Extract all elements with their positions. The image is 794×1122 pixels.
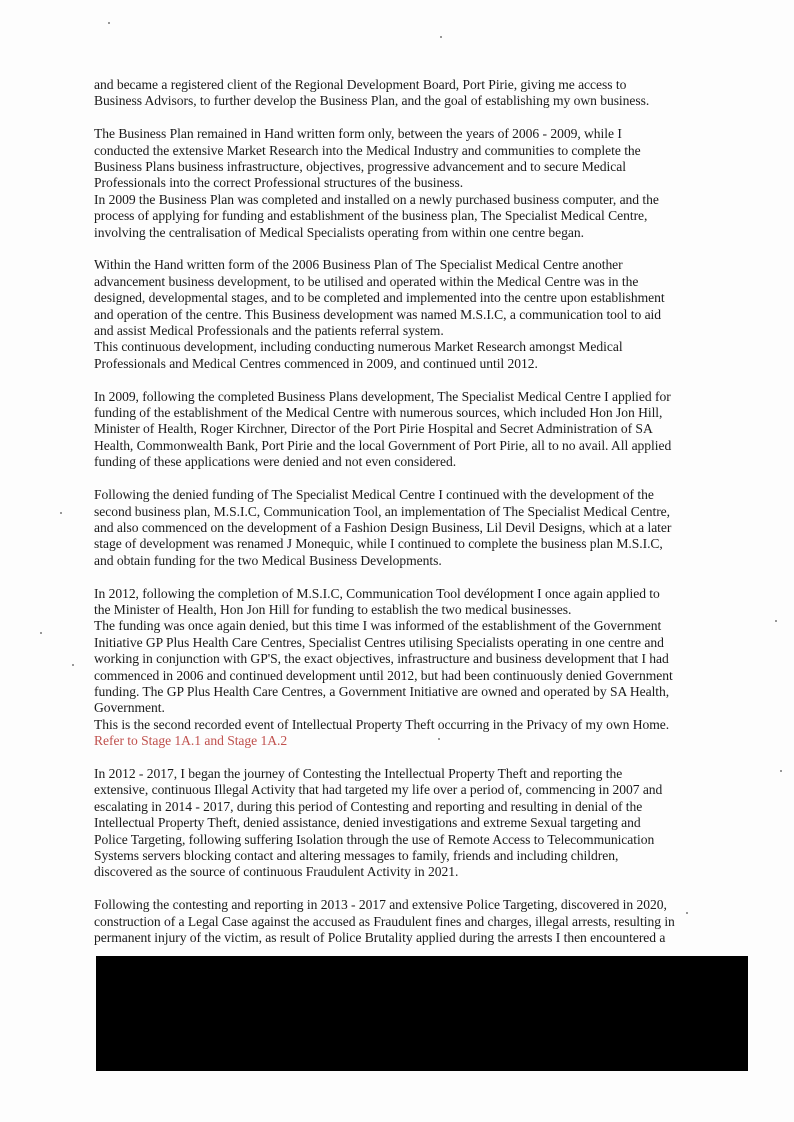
text-line: and also commenced on the development of a Fashion Design Business, Lil Devil Designs, which at a later xyxy=(94,519,672,535)
paragraph-4 xyxy=(94,389,734,471)
text-line: In 2009, following the completed Business Plans development, The Specialist Medical Centre I applied for xyxy=(94,388,671,404)
scan-speck xyxy=(686,912,688,914)
text-line: commenced in 2006 and continued development until 2012, but had been continuously denied Government xyxy=(94,667,673,683)
text-line: In 2009 the Business Plan was completed and installed on a newly purchased business computer, and the xyxy=(94,191,659,207)
paragraph-6 xyxy=(94,586,734,750)
text-line: construction of a Legal Case against the accused as Fraudulent fines and charges, illegal arrests, resulting in xyxy=(94,913,675,929)
text-line: In 2012 - 2017, I began the journey of Contesting the Intellectual Property Theft and reporting the xyxy=(94,765,623,781)
text-line: Business Advisors, to further develop the Business Plan, and the goal of establishing my own business. xyxy=(94,93,650,109)
paragraph-7 xyxy=(94,766,734,881)
text-line: process of applying for funding and establishment of the business plan, The Specialist Medical Centre, xyxy=(94,208,648,224)
text-line: and assist Medical Professionals and the patients referral system. xyxy=(94,323,444,339)
text-line: Professionals into the correct Professional structures of the business. xyxy=(94,175,464,191)
text-line: and operation of the centre. This Business development was named M.S.I.C, a communication tool to aid xyxy=(94,306,662,322)
text-line: Following the contesting and reporting in 2013 - 2017 and extensive Police Targeting, discovered in 2020, xyxy=(94,897,667,913)
scan-speck xyxy=(108,22,110,24)
paragraph-3 xyxy=(94,257,734,372)
document-body xyxy=(94,77,734,963)
text-line: funding. The GP Plus Health Care Centres, a Government Initiative are owned and operated by SA Health, xyxy=(94,683,670,699)
redaction-block xyxy=(96,956,748,1071)
text-line: This is the second recorded event of Intellectual Property Theft occurring in the Privacy of my own Home. xyxy=(94,716,670,732)
text-line: Systems servers blocking contact and altering messages to family, friends and including children, xyxy=(94,848,619,863)
paragraph-5 xyxy=(94,487,734,569)
text-line: Professionals and Medical Centres commenced in 2009, and continued until 2012. xyxy=(94,355,538,371)
text-line: and obtain funding for the two Medical Business Developments. xyxy=(94,552,442,568)
text-line: Minister of Health, Roger Kirchner, Director of the Port Pirie Hospital and Secret Administration of SA xyxy=(94,421,653,437)
text-line: conducted the extensive Market Research into the Medical Industry and communities to complete the xyxy=(94,142,641,158)
text-line: Health, Commonwealth Bank, Port Pirie and the local Government of Port Pirie, all to no avail. All applied xyxy=(94,437,672,453)
text-line: and became a registered client of the Regional Development Board, Port Pirie, giving me access to xyxy=(94,77,627,92)
text-line: Police Targeting, following suffering Isolation through the use of Remote Access to Telecommunication xyxy=(94,831,655,847)
text-line: second business plan, M.S.I.C, Communication Tool, an implementation of The Specialist Medical Centre, xyxy=(94,503,671,519)
text-line: extensive, continuous Illegal Activity that had targeted my life over a period of, commencing in 2007 and xyxy=(94,782,663,798)
scan-speck xyxy=(40,632,42,634)
text-line: funding of the establishment of the Medical Centre with numerous sources, which included Hon Jon Hill, xyxy=(94,405,663,421)
stage-reference-note: Refer to Stage 1A.1 and Stage 1A.2 xyxy=(94,733,288,749)
text-line: working in conjunction with GP'S, the exact objectives, infrastructure and business development that I had xyxy=(94,651,669,667)
text-line: Initiative GP Plus Health Care Centres, Specialist Centres utilising Specialists operating in one centre and xyxy=(94,634,664,650)
scan-speck xyxy=(780,770,782,772)
scan-speck xyxy=(72,664,74,666)
text-line: Within the Hand written form of the 2006 Business Plan of The Specialist Medical Centre another xyxy=(94,257,623,273)
scan-speck xyxy=(60,512,62,514)
text-line: the Minister of Health, Hon Jon Hill for funding to establish the two medical businesses. xyxy=(94,601,572,617)
text-line: In 2012, following the completion of M.S.I.C, Communication Tool devélopment I once again applied to xyxy=(94,585,660,601)
text-line: The funding was once again denied, but this time I was informed of the establishment of the Government xyxy=(94,618,662,634)
paragraph-8 xyxy=(94,897,734,946)
text-line: permanent injury of the victim, as result of Police Brutality applied during the arrests I then encountered a xyxy=(94,930,666,946)
text-line: funding of these applications were denied and not even considered. xyxy=(94,454,457,470)
text-line: This continuous development, including conducting numerous Market Research amongst Medical xyxy=(94,339,623,355)
text-line: discovered as the source of continuous Fraudulent Activity in 2021. xyxy=(94,864,459,880)
scan-speck xyxy=(440,36,442,38)
text-line: involving the centralisation of Medical Specialists operating from within one centre began. xyxy=(94,224,584,240)
paragraph-1 xyxy=(94,77,734,110)
text-line: designed, developmental stages, and to be completed and implemented into the centre upon establishment xyxy=(94,290,665,306)
text-line: Following the denied funding of The Specialist Medical Centre I continued with the development of the xyxy=(94,487,654,503)
text-line: Intellectual Property Theft, denied assistance, denied investigations and extreme Sexual targeting and xyxy=(94,815,641,831)
text-line: escalating in 2014 - 2017, during this period of Contesting and reporting and resulting in denial of the xyxy=(94,798,643,814)
text-line: The Business Plan remained in Hand written form only, between the years of 2006 - 2009, while I xyxy=(94,126,622,142)
text-line: Government. xyxy=(94,700,165,716)
paragraph-2 xyxy=(94,126,734,241)
scan-speck xyxy=(775,620,777,622)
text-line: Business Plans business infrastructure, objectives, progressive advancement and to secure Medical xyxy=(94,159,626,175)
text-line: advancement business development, to be utilised and operated within the Medical Centre was in the xyxy=(94,273,639,289)
text-line: stage of development was renamed J Monequic, while I continued to complete the business plan M.S.I.C, xyxy=(94,536,663,552)
scan-speck xyxy=(438,738,440,740)
